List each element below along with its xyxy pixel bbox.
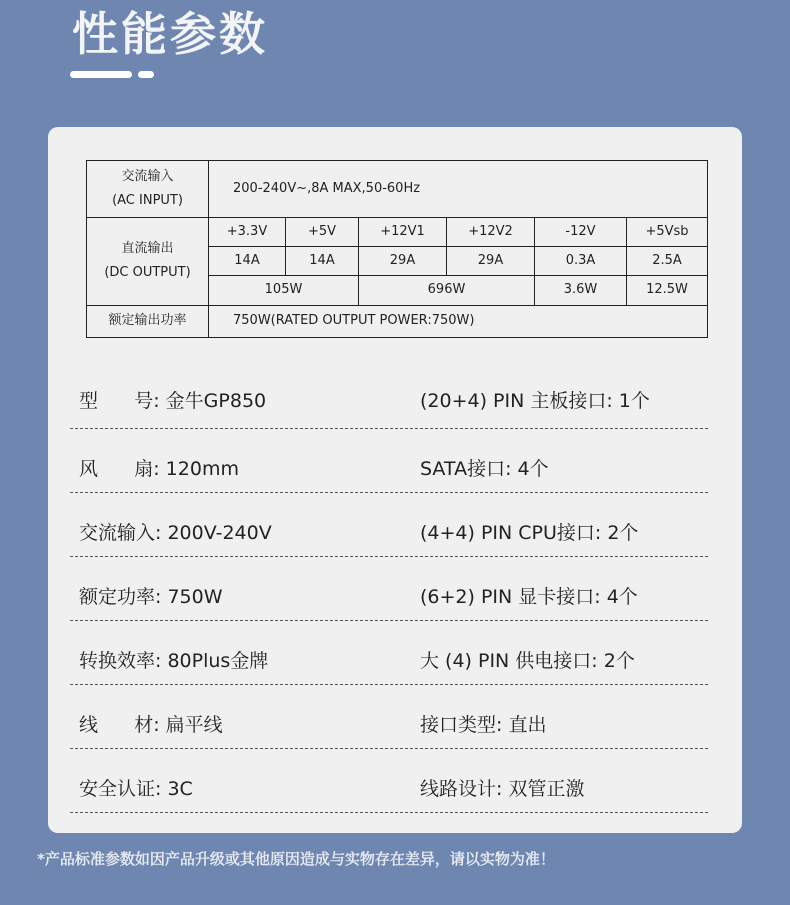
spec-card — [48, 127, 742, 833]
spec-row — [70, 749, 708, 813]
rail-cell: +5Vsb — [627, 217, 708, 246]
spec-left: 转换效率: 80Plus金牌 — [79, 650, 269, 672]
spec-table — [86, 160, 708, 338]
rail-cell: +3.3V — [209, 217, 286, 246]
spec-right: (20+4) PIN 主板接口: 1个 — [420, 390, 650, 412]
ac-input-label: 交流输入 (AC INPUT) — [87, 161, 209, 218]
ac-input-value: 200-240V~,8A MAX,50-60Hz — [209, 161, 708, 218]
page-title: 性能参数 — [72, 7, 268, 61]
current-cell: 29A — [447, 246, 535, 275]
spec-left: 交流输入: 200V-240V — [79, 522, 272, 544]
spec-row — [70, 429, 708, 493]
spec-list — [70, 352, 708, 813]
current-cell: 29A — [359, 246, 447, 275]
current-cell: 14A — [286, 246, 359, 275]
current-cell: 2.5A — [627, 246, 708, 275]
spec-right: 大 (4) PIN 供电接口: 2个 — [420, 650, 635, 672]
spec-row — [70, 352, 708, 429]
rail-cell: +12V2 — [447, 217, 535, 246]
spec-row — [70, 621, 708, 685]
spec-row — [70, 685, 708, 749]
rail-cell: +12V1 — [359, 217, 447, 246]
rail-cell: +5V — [286, 217, 359, 246]
current-cell: 0.3A — [535, 246, 627, 275]
rated-power-value: 750W(RATED OUTPUT POWER:750W) — [209, 305, 708, 337]
spec-left: 安全认证: 3C — [79, 778, 193, 800]
dc-output-label: 直流输出 (DC OUTPUT) — [87, 217, 209, 305]
power-cell: 3.6W — [535, 276, 627, 305]
rail-cell: -12V — [535, 217, 627, 246]
spec-right: 接口类型: 直出 — [420, 714, 547, 736]
spec-right: (6+2) PIN 显卡接口: 4个 — [420, 586, 638, 608]
spec-left: 风 扇: 120mm — [79, 458, 239, 480]
power-cell: 12.5W — [627, 276, 708, 305]
footnote: *产品标准参数如因产品升级或其他原因造成与实物存在差异，请以实物为准！ — [37, 850, 555, 868]
spec-row — [70, 493, 708, 557]
power-cell: 696W — [359, 276, 535, 305]
spec-right: 线路设计: 双管正激 — [420, 778, 585, 800]
title-underline — [70, 71, 132, 78]
spec-left: 型 号: 金牛GP850 — [79, 390, 267, 412]
power-cell: 105W — [209, 276, 359, 305]
spec-right: SATA接口: 4个 — [420, 458, 549, 480]
rated-power-label: 额定输出功率 — [87, 305, 209, 337]
current-cell: 14A — [209, 246, 286, 275]
spec-left: 线 材: 扁平线 — [79, 714, 223, 736]
spec-right: (4+4) PIN CPU接口: 2个 — [420, 522, 639, 544]
title-underline-dot — [138, 71, 154, 78]
spec-row — [70, 557, 708, 621]
spec-left: 额定功率: 750W — [79, 586, 223, 608]
